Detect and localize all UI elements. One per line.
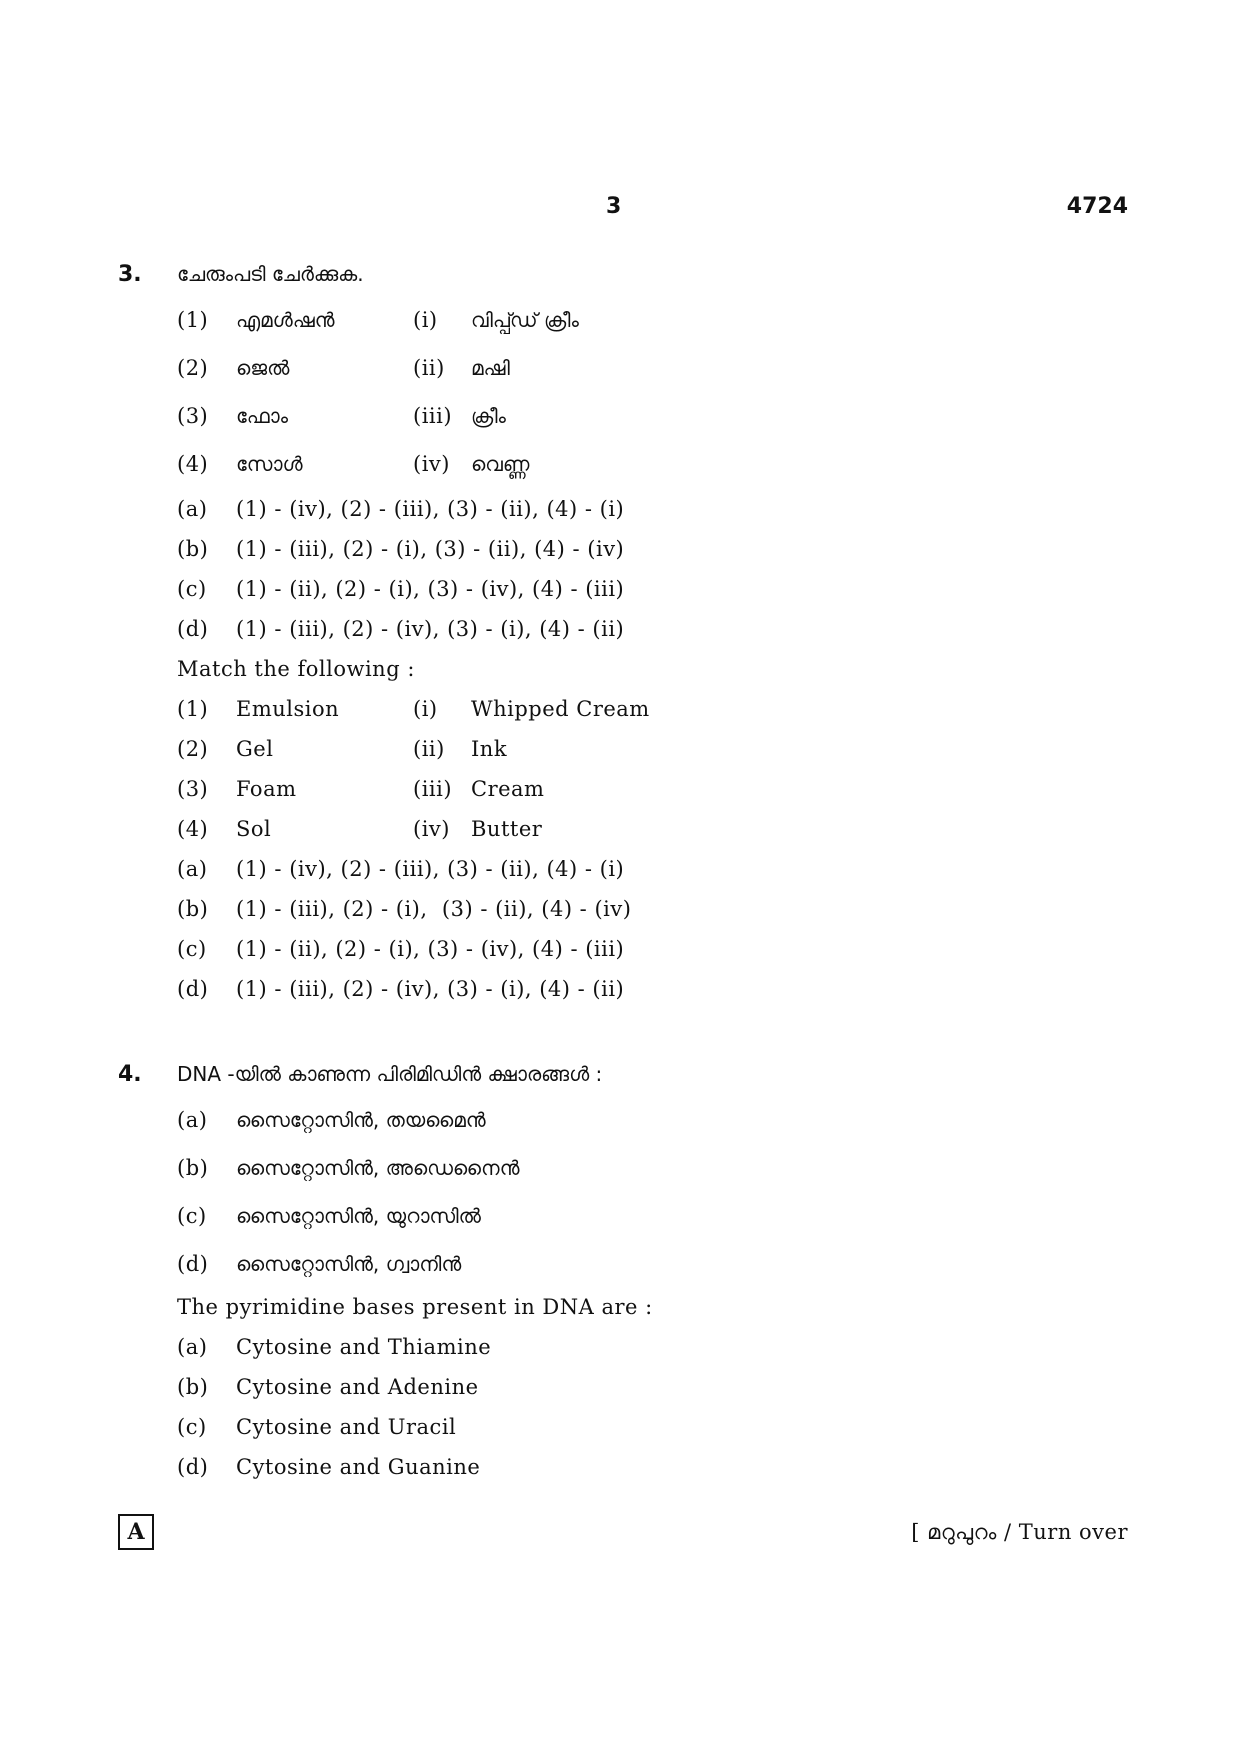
option-text: (1) - (iv), (2) - (iii), (3) - (ii), (4) - (i): [236, 497, 625, 521]
option-text: (1) - (ii), (2) - (i), (3) - (iv), (4) - (iii): [236, 577, 625, 601]
item-right: വെണ്ണ: [471, 452, 530, 476]
item-right: ക്രീം: [471, 404, 506, 428]
item-left: ജെൽ: [236, 356, 290, 380]
item-right: Ink: [471, 737, 508, 761]
option-letter: (b): [177, 897, 209, 921]
page-number: 3: [606, 194, 622, 219]
option-letter: (c): [177, 1415, 207, 1439]
option-text: (1) - (iii), (2) - (iv), (3) - (i), (4) - (ii): [236, 977, 625, 1001]
version-badge: A: [118, 1514, 154, 1550]
option-text: Cytosine and Adenine: [236, 1375, 479, 1399]
option-text: Cytosine and Thiamine: [236, 1335, 492, 1359]
question-4-stem-en: The pyrimidine bases present in DNA are :: [177, 1295, 653, 1319]
item-right: Whipped Cream: [471, 697, 650, 721]
item-roman: (iii): [413, 777, 453, 801]
option-text: (1) - (iv), (2) - (iii), (3) - (ii), (4) - (i): [236, 857, 625, 881]
item-number: (2): [177, 737, 209, 761]
option-letter: (b): [177, 537, 209, 561]
option-text: സൈറ്റോസിൻ, ഗ്വാനിൻ: [236, 1252, 462, 1276]
item-left: സോൾ: [236, 452, 303, 476]
item-number: (3): [177, 404, 209, 428]
option-letter: (c): [177, 1204, 207, 1228]
option-text: (1) - (ii), (2) - (i), (3) - (iv), (4) - (iii): [236, 937, 625, 961]
item-roman: (i): [413, 308, 438, 332]
option-letter: (a): [177, 497, 208, 521]
option-letter: (b): [177, 1375, 209, 1399]
item-right: വിപ്പ്ഡ് ക്രീം: [471, 308, 579, 332]
option-text: Cytosine and Guanine: [236, 1455, 481, 1479]
question-4-number: 4.: [118, 1062, 142, 1087]
option-letter: (c): [177, 937, 207, 961]
item-left: Gel: [236, 737, 274, 761]
option-letter: (a): [177, 857, 208, 881]
question-3-stem-ml: ചേരുംപടി ചേർക്കുക.: [177, 262, 364, 286]
item-number: (1): [177, 308, 209, 332]
item-roman: (iv): [413, 452, 450, 476]
option-letter: (d): [177, 617, 209, 641]
paper-code: 4724: [1066, 194, 1128, 219]
option-text: സൈറ്റോസിൻ, യുറാസിൽ: [236, 1204, 481, 1228]
question-3-stem-en: Match the following :: [177, 657, 415, 681]
item-roman: (i): [413, 697, 438, 721]
option-text: സൈറ്റോസിൻ, അഡെനൈൻ: [236, 1156, 520, 1180]
option-text: Cytosine and Uracil: [236, 1415, 457, 1439]
item-number: (2): [177, 356, 209, 380]
option-letter: (d): [177, 1252, 209, 1276]
question-3-number: 3.: [118, 262, 142, 287]
option-text: (1) - (iii), (2) - (iv), (3) - (i), (4) - (ii): [236, 617, 625, 641]
option-text: (1) - (iii), (2) - (i), (3) - (ii), (4) - (iv): [236, 897, 632, 921]
item-roman: (iii): [413, 404, 453, 428]
option-text: (1) - (iii), (2) - (i), (3) - (ii), (4) - (iv): [236, 537, 625, 561]
item-right: Butter: [471, 817, 543, 841]
option-letter: (d): [177, 1455, 209, 1479]
item-number: (1): [177, 697, 209, 721]
turn-over-label: [ മറുപുറം / Turn over: [911, 1520, 1128, 1544]
item-left: എമൾഷൻ: [236, 308, 335, 332]
item-number: (4): [177, 452, 209, 476]
item-right: Cream: [471, 777, 545, 801]
item-number: (3): [177, 777, 209, 801]
item-right: മഷി: [471, 356, 510, 380]
option-text: സൈറ്റോസിൻ, തയമൈൻ: [236, 1108, 486, 1132]
item-left: Sol: [236, 817, 272, 841]
item-left: Emulsion: [236, 697, 340, 721]
item-left: ഫോം: [236, 404, 289, 428]
option-letter: (a): [177, 1108, 208, 1132]
option-letter: (c): [177, 577, 207, 601]
item-roman: (ii): [413, 737, 445, 761]
option-letter: (b): [177, 1156, 209, 1180]
item-roman: (ii): [413, 356, 445, 380]
item-number: (4): [177, 817, 209, 841]
item-left: Foam: [236, 777, 297, 801]
question-4-stem-ml: DNA -യിൽ കാണുന്ന പിരിമിഡിൻ ക്ഷാരങ്ങൾ :: [177, 1062, 603, 1086]
option-letter: (a): [177, 1335, 208, 1359]
option-letter: (d): [177, 977, 209, 1001]
item-roman: (iv): [413, 817, 450, 841]
